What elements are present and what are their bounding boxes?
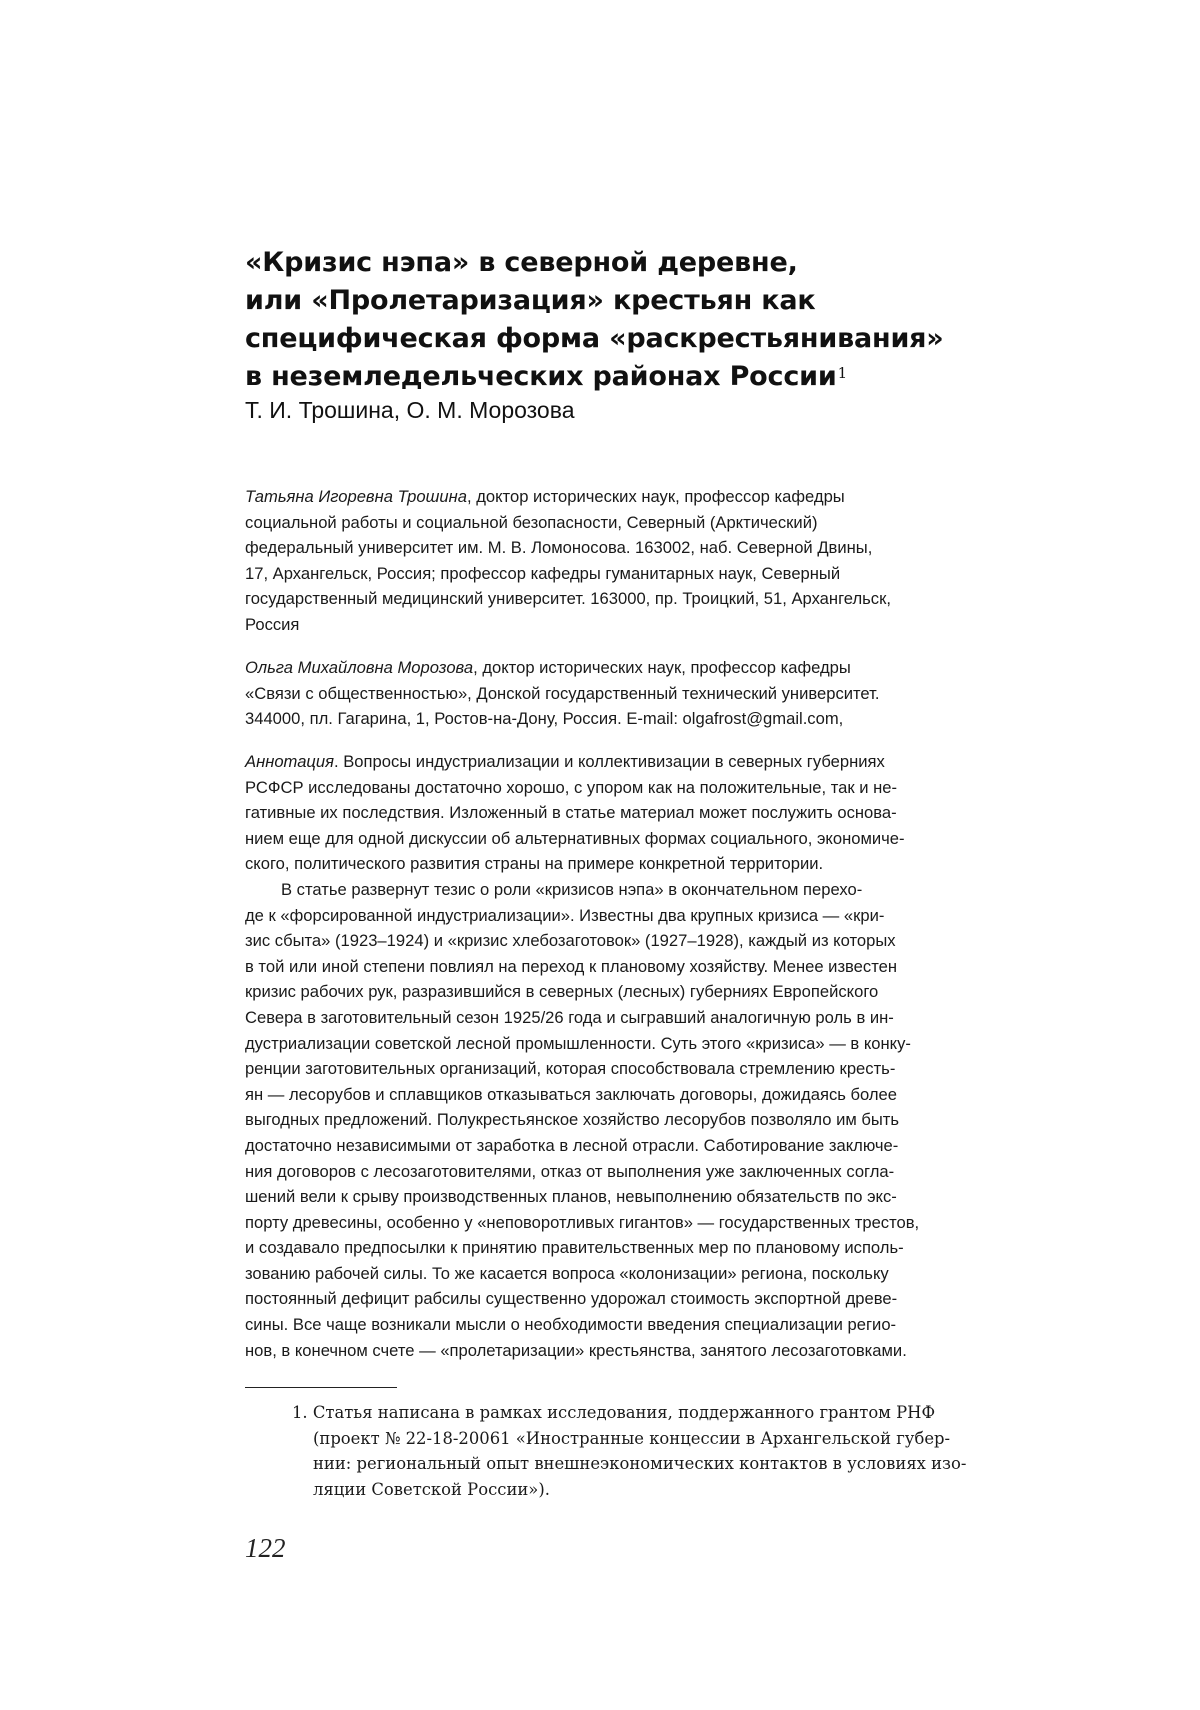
abstract-line: в той или иной степени повлиял на переход к плановому хозяйству. Менее известен — [245, 954, 1025, 980]
title-line: «Кризис нэпа» в северной деревне, — [245, 244, 1065, 282]
title-line-text: в неземледельческих районах России — [245, 361, 837, 392]
abstract-line: выгодных предложений. Полукрестьянское хозяйство лесорубов позволяло им быть — [245, 1107, 1025, 1133]
footnote-first-line — [292, 1400, 1032, 1426]
abstract-line: порту древесины, особенно у «неповоротливых гигантов» — государственных трестов, — [245, 1210, 1025, 1236]
affiliation-line: федеральный университет им. М. В. Ломоносова. 163002, наб. Северной Двины, — [245, 535, 1025, 561]
abstract-line: РСФСР исследованы достаточно хорошо, с упором как на положительные, так и не- — [245, 775, 1025, 801]
abstract-line: де к «форсированной индустриализации». Известны два крупных кризиса — «кри- — [245, 903, 1025, 929]
abstract-line: зованию рабочей силы. То же касается вопроса «колонизации» региона, поскольку — [245, 1261, 1025, 1287]
affiliation-first-line — [245, 484, 1025, 510]
footnote — [292, 1400, 1032, 1502]
affiliation-line: государственный медицинский университет. 163000, пр. Троицкий, 51, Архангельск, — [245, 586, 1025, 612]
abstract-first-line — [245, 749, 1025, 775]
affiliation-text: , доктор исторических наук, профессор кафедры — [467, 487, 845, 506]
abstract-line: нов, в конечном счете — «пролетаризации» крестьянства, занятого лесозаготовками. — [245, 1338, 1025, 1364]
abstract-text: . Вопросы индустриализации и коллективизации в северных губерниях — [334, 752, 885, 771]
author-affiliation-2 — [245, 655, 1025, 732]
affiliation-line: «Связи с общественностью», Донской государственный технический университет. — [245, 681, 1025, 707]
affiliation-first-line — [245, 655, 1025, 681]
affiliation-line: социальной работы и социальной безопасности, Северный (Арктический) — [245, 510, 1025, 536]
abstract-line: шений вели к срыву производственных планов, невыполнению обязательств по экс- — [245, 1184, 1025, 1210]
abstract-line: Севера в заготовительный сезон 1925/26 года и сыгравший аналогичную роль в ин- — [245, 1005, 1025, 1031]
footnote-text: Статья написана в рамках исследования, поддержанного грантом РНФ — [313, 1403, 935, 1422]
affiliation-line: 17, Архангельск, Россия; профессор кафедры гуманитарных наук, Северный — [245, 561, 1025, 587]
article-title — [245, 244, 1065, 396]
author-affiliation-1 — [245, 484, 1025, 638]
author-name: Татьяна Игоревна Трошина — [245, 487, 467, 506]
footnote-number: 1. — [292, 1403, 308, 1422]
author-name: Ольга Михайловна Морозова — [245, 658, 473, 677]
affiliation-line: 344000, пл. Гагарина, 1, Ростов-на-Дону, Россия. E-mail: olgafrost@gmail.com, — [245, 706, 1025, 732]
abstract — [245, 749, 1025, 1363]
footnote-line: нии: региональный опыт внешнеэкономических контактов в условиях изо- — [292, 1451, 1032, 1477]
affiliation-text: , доктор исторических наук, профессор кафедры — [473, 658, 851, 677]
abstract-paragraph-start: В статье развернут тезис о роли «кризисов нэпа» в окончательном перехо- — [245, 877, 1025, 903]
title-line — [245, 358, 1065, 396]
abstract-line: нием еще для одной дискуссии об альтернативных формах социального, экономиче- — [245, 826, 1025, 852]
abstract-line: и создавало предпосылки к принятию правительственных мер по плановому исполь- — [245, 1235, 1025, 1261]
abstract-line: кризис рабочих рук, разразившийся в северных (лесных) губерниях Европейского — [245, 979, 1025, 1005]
abstract-line: ского, политического развития страны на примере конкретной территории. — [245, 851, 1025, 877]
abstract-line: достаточно независимыми от заработка в лесной отрасли. Саботирование заключе- — [245, 1133, 1025, 1159]
abstract-line: постоянный дефицит рабсилы существенно удорожал стоимость экспортной древе- — [245, 1286, 1025, 1312]
title-line: специфическая форма «раскрестьянивания» — [245, 320, 1065, 358]
abstract-line: зис сбыта» (1923–1924) и «кризис хлебозаготовок» (1927–1928), каждый из которых — [245, 928, 1025, 954]
abstract-line: ян — лесорубов и сплавщиков отказываться заключать договоры, дожидаясь более — [245, 1082, 1025, 1108]
page-number: 122 — [245, 1532, 286, 1564]
authors: Т. И. Трошина, О. М. Морозова — [245, 395, 574, 425]
abstract-line: гативные их последствия. Изложенный в статье материал может послужить основа- — [245, 800, 1025, 826]
title-footnote-mark: 1 — [838, 364, 847, 382]
affiliation-line: Россия — [245, 612, 1025, 638]
abstract-line: дустриализации советской лесной промышленности. Суть этого «кризиса» — в конку- — [245, 1031, 1025, 1057]
title-line: или «Пролетаризация» крестьян как — [245, 282, 1065, 320]
abstract-line: ренции заготовительных организаций, которая способствовала стремлению кресть- — [245, 1056, 1025, 1082]
footnote-line: ляции Советской России»). — [292, 1477, 1032, 1503]
abstract-line: сины. Все чаще возникали мысли о необходимости введения специализации регио- — [245, 1312, 1025, 1338]
abstract-label: Аннотация — [245, 752, 334, 771]
abstract-line: ния договоров с лесозаготовителями, отказ от выполнения уже заключенных согла- — [245, 1159, 1025, 1185]
footnote-line: (проект № 22-18-20061 «Иностранные концессии в Архангельской губер- — [292, 1426, 1032, 1452]
footnote-separator — [245, 1387, 397, 1388]
journal-page — [0, 0, 1200, 1710]
